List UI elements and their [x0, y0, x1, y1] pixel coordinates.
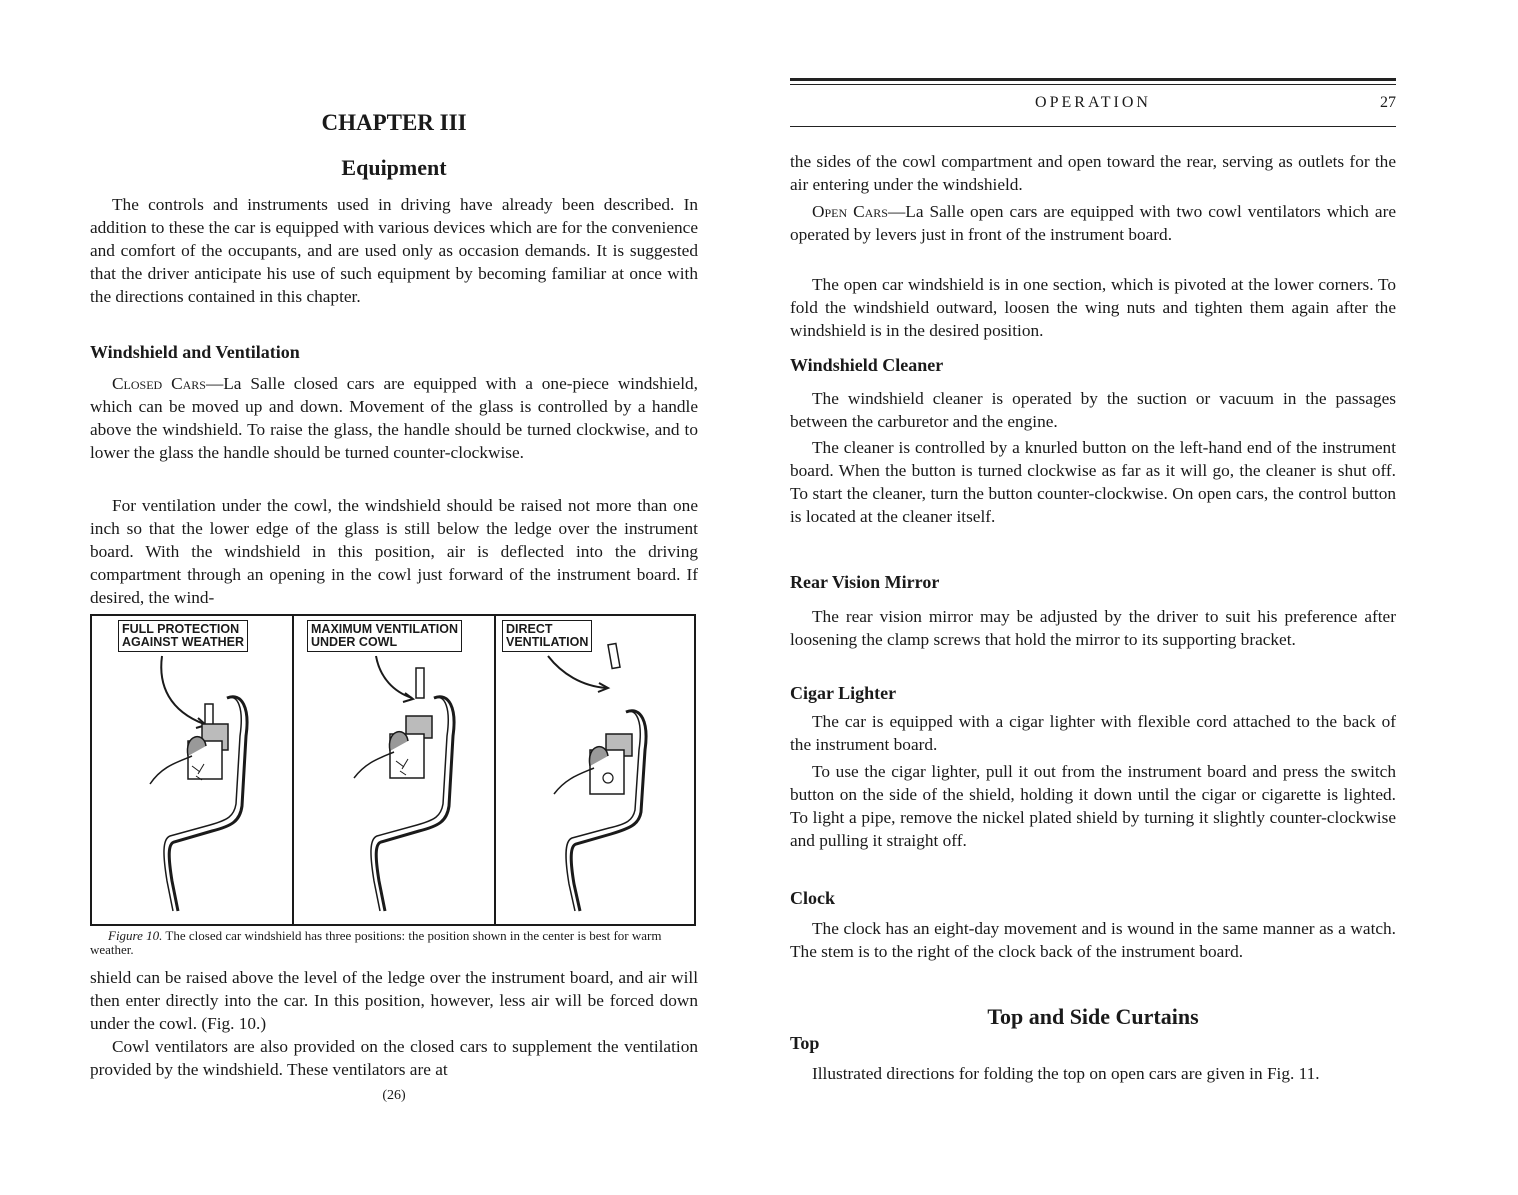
panel-label-maximum-ventilation: MAXIMUM VENTILATION UNDER COWL: [307, 620, 462, 652]
cont-block: [790, 150, 1396, 196]
caption-text: The closed car windshield has three positions: the position shown in the center is best for warm weather.: [90, 928, 662, 957]
heading-cigar-lighter: Cigar Lighter: [790, 683, 897, 703]
cleaner-block-2: [790, 436, 1396, 528]
windshield-raised-illustration: [294, 616, 494, 924]
right-page-number: 27: [1380, 94, 1396, 111]
running-head: [790, 94, 1396, 116]
ventilation-block: [90, 494, 698, 609]
panel-label-full-protection: FULL PROTECTION AGAINST WEATHER: [118, 620, 248, 652]
lighter-block-1: [790, 710, 1396, 756]
windshield-section: [90, 342, 698, 363]
mirror-block: [790, 605, 1396, 651]
heading-top: Top: [790, 1033, 820, 1053]
left-page-number: (26): [382, 1088, 406, 1103]
closed-cars-block: [90, 372, 698, 464]
clock-heading-block: [790, 888, 1396, 909]
clock-block: [790, 917, 1396, 963]
mirror-paragraph: The rear vision mirror may be adjusted by the driver to suit his preference after loosening the clamp screws that hold the mirror to its supporting bracket.: [790, 607, 1396, 649]
intro-block: [90, 193, 698, 308]
cleaner-block-1: [790, 387, 1396, 433]
open-cars-text: —La Salle open cars are equipped with two cowl ventilators which are operated by levers just in front of the instrument board.: [790, 202, 1396, 244]
closed-cars-text: —La Salle closed cars are equipped with a one-piece windshield, which can be moved up and down. Movement of the glass is controlled by a handle above the windshield. To raise the glass, the handle should be turned clockwise, and to lower the glass the handle should be turned counter-clockwise.: [90, 374, 698, 462]
header-rule-top: [790, 78, 1396, 81]
chapter-title: CHAPTER III: [321, 110, 467, 135]
closed-cars-lead: Closed Cars: [112, 374, 206, 393]
header-rule-top-thin: [790, 84, 1396, 85]
caption-figure-label: Figure 10.: [108, 928, 163, 943]
lighter-heading-block: [790, 683, 1396, 704]
heading-rear-vision-mirror: Rear Vision Mirror: [790, 572, 940, 592]
cowl-block: [90, 1035, 698, 1081]
header-rule-bottom: [790, 126, 1396, 127]
cowl-paragraph: Cowl ventilators are also provided on the closed cars to supplement the ventilation provided by the windshield. These ventilators are at: [90, 1037, 698, 1079]
figure-10-caption: [90, 929, 696, 957]
top-heading-block: [790, 1033, 1396, 1054]
cleaner-paragraph-1: The windshield cleaner is operated by the suction or vacuum in the passages between the carburetor and the engine.: [790, 389, 1396, 431]
lighter-block-2: [790, 760, 1396, 852]
running-head-title: OPERATION: [1035, 94, 1151, 111]
cleaner-paragraph-2: The cleaner is controlled by a knurled button on the left-hand end of the instrument board. When the button is turned clockwise as far as it will go, the cleaner is shut off. To start the cleaner, turn the button counter-clockwise. On open cars, the control button is located at the cleaner itself.: [790, 438, 1396, 526]
lighter-paragraph-2: To use the cigar lighter, pull it out from the instrument board and press the switch button on the side of the shield, holding it down until the cigar or cigarette is lighted. To light a pipe, remove the nickel plated shield by turning it slightly counter-clockwise and pulling it straight off.: [790, 762, 1396, 850]
closed-cars-paragraph: [90, 372, 698, 464]
heading-clock: Clock: [790, 888, 835, 908]
after-figure-block: [90, 966, 698, 1035]
open-cars-paragraph: [790, 200, 1396, 246]
windshield-open-illustration: [496, 616, 694, 924]
open-windshield-block: [790, 273, 1396, 342]
cleaner-heading-block: [790, 355, 1396, 376]
intro-paragraph: The controls and instruments used in driving have already been described. In addition to these the car is equipped with various devices which are for the convenience and comfort of the occupants, and are used only as occasion demands. It is suggested that the driver anticipate his use of such equipment by becoming familiar at once with the directions contained in this chapter.: [90, 195, 698, 306]
figure-10: [90, 614, 696, 926]
figure-panel-maximum-ventilation: [294, 616, 496, 924]
top-paragraph: Illustrated directions for folding the top on open cars are given in Fig. 11.: [812, 1064, 1320, 1083]
figure-panel-full-protection: [92, 616, 294, 924]
open-cars-lead: Open Cars: [812, 202, 888, 221]
heading-windshield-ventilation: Windshield and Ventilation: [90, 342, 300, 362]
lighter-paragraph-1: The car is equipped with a cigar lighter with flexible cord attached to the back of the instrument board.: [790, 712, 1396, 754]
clock-paragraph: The clock has an eight-day movement and is wound in the same manner as a watch. The stem is to the right of the clock back of the instrument board.: [790, 919, 1396, 961]
open-windshield-paragraph: The open car windshield is in one section, which is pivoted at the lower corners. To fold the windshield outward, loosen the wing nuts and tighten them again after the windshield is in the desired position.: [790, 275, 1396, 340]
windshield-closed-illustration: [92, 616, 292, 924]
open-cars-block: [790, 200, 1396, 246]
panel-label-direct-ventilation: DIRECT VENTILATION: [502, 620, 592, 652]
ventilation-paragraph: For ventilation under the cowl, the windshield should be raised not more than one inch so that the lower edge of the glass is still below the ledge over the instrument board. With the windshield in this position, air is deflected into the driving compartment through an opening in the cowl just forward of the instrument board. If desired, the wind-: [90, 496, 698, 607]
section-title-top-curtains: Top and Side Curtains: [987, 1004, 1199, 1029]
top-block: [790, 1062, 1396, 1085]
figure-panel-direct-ventilation: [496, 616, 694, 924]
cont-paragraph: the sides of the cowl compartment and open toward the rear, serving as outlets for the air entering under the windshield.: [790, 152, 1396, 194]
after-figure-paragraph: shield can be raised above the level of the ledge over the instrument board, and air will then enter directly into the car. In this position, however, less air will be forced down under the cowl. (Fig. 10.): [90, 968, 698, 1033]
heading-windshield-cleaner: Windshield Cleaner: [790, 355, 944, 375]
section-title-equipment: Equipment: [341, 155, 447, 180]
mirror-heading-block: [790, 572, 1396, 593]
